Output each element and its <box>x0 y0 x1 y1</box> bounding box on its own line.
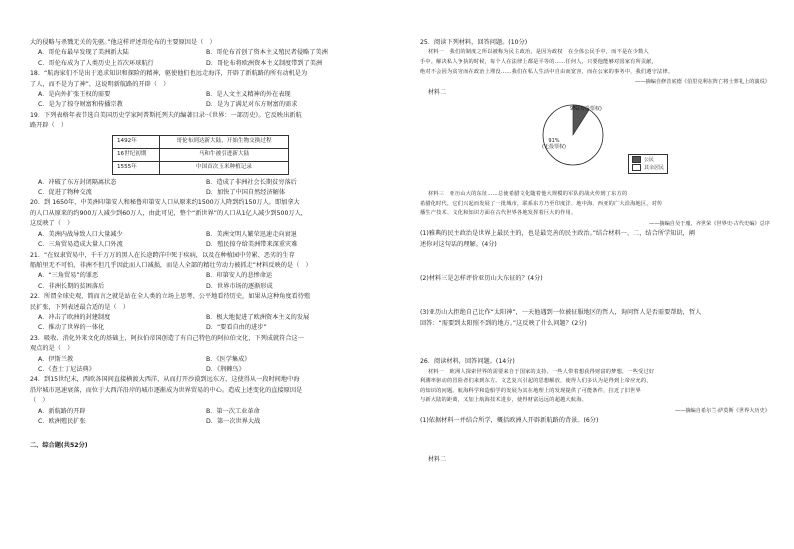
pie-label-big <box>542 138 566 150</box>
option-c[interactable]: C．欧洲殖民扩张 <box>38 418 86 425</box>
question-stem: 船舶里无不可怕，非洲不但几乎因此而人口减损，而是人全部的精壮劳动力被抓走”材料反映的是（ ） <box>30 261 312 269</box>
material-text: 材料一 我们的制度之所以被称为民主政治，是因为政权 在全体公民手中，而不是在少数人 <box>428 49 649 56</box>
table-cell: 16世纪初期 <box>113 148 160 161</box>
material-text: 手中。解决私人争执的时候，每个人在法律上都是平等的……任何人，只要他能够对国家有所贡献， <box>420 59 658 65</box>
options-row <box>30 230 395 240</box>
material-text: 播生产技术、文化和知识方面在古代世界各地发挥着巨大的作用。 <box>420 210 577 217</box>
section-title: 二、综合题(共52分) <box>30 442 88 450</box>
option-b[interactable]: B．《医学集成》 <box>206 355 251 363</box>
material-source: ——摘编自吴于廑、齐世荣《世界史·古代史编》总序 <box>649 220 770 227</box>
option-d[interactable]: D．殖民掠夺给美洲带来深重灾难 <box>206 241 298 249</box>
question-stem: 观点的是（ ） <box>30 345 74 353</box>
options-row <box>30 282 395 292</box>
option-b[interactable]: B．美洲文明人繁荣迅速走向衰退 <box>206 230 297 238</box>
option-c[interactable]: C．推动了世界的一体化 <box>38 324 105 332</box>
question-stem: （ ） <box>30 397 49 405</box>
material-text: 材料一 欧洲人探索世界的需要来自于国家的支持，一些人带着想获得财富的梦想，一些受过好 <box>428 368 655 375</box>
question-stem: 的人口从原来的约900万人减少到60万人，由此可见，整个“新世界”的人口从1亿人减少到500万人， <box>30 209 307 217</box>
question-stem: 22．所谓全球史观，简而言之就是站在全人类的立场上思考、公平地看待历史，如果从这种角度看待殖 <box>30 293 311 301</box>
option-b[interactable]: B．造成了非洲社会长期贫穷落后 <box>206 178 297 186</box>
table-cell: 中国首次玉米种植记录 <box>160 161 289 174</box>
table-row <box>113 148 289 161</box>
material-text: 利潤率驱动的冒险者们来到东方。文艺复兴引起的思想解放，使得人们多认为是得到上帝应允的， <box>420 378 652 385</box>
options-row <box>30 100 395 110</box>
option-c[interactable]: C．促进了物种交流 <box>38 189 92 197</box>
pie-chart <box>420 98 780 190</box>
exam-page <box>30 38 775 533</box>
options-row <box>30 313 395 323</box>
material-text: 材料三 亚历山大的东征……总使希腊文化随着他大规模的军队的战火传到了东方的 <box>428 191 628 197</box>
option-a[interactable]: A．冲击了欧洲的封建制度 <box>38 313 111 321</box>
option-c[interactable]: C．三角贸易造成大量人口外流 <box>38 241 123 249</box>
table-cell: 1555年 <box>113 161 160 174</box>
options-row <box>30 271 395 281</box>
question-stem: 20．到 1650年，中美洲印第安人和秘鲁印第安人口从原来约1500万人降到约150万人。即加拿大 <box>30 199 300 207</box>
material-source: ——摘编自修昔底德《伯里克利在阵亡将士葬礼上的演说》 <box>635 79 770 86</box>
option-d[interactable]: D．“要看自由的进步” <box>206 324 267 332</box>
q16-tail: 大的侵略与杀戮无关的先驱。”他这样评述哥伦布的主要原因是（ ） <box>30 39 216 46</box>
sub-question: (1)雅典的民主政治是世界上最民主的，也是最完善的民主政治。”结合材料一、二，结合所学知识，阐 <box>420 230 695 238</box>
option-a[interactable]: A．冲破了东方封闭隔离状态 <box>38 178 117 186</box>
sub-question: (3)亚历山大拒绝自己比作“太阳神”，一天他遇到一位被征服地区的哲人，询问哲人是否需要帮助，哲人 <box>420 309 702 317</box>
option-b[interactable]: B．是人文主义精神的外在表现 <box>206 91 291 99</box>
question-title: 26．阅读材料，回答问题。(14分) <box>420 358 515 366</box>
option-a[interactable]: A．“三角贸易”的罪恶 <box>38 272 99 280</box>
sub-question: 回答：“需要到太阳照不到的地方。”这反映了什么问题？(2分) <box>420 319 587 327</box>
option-a[interactable]: A．哥伦布最早发现了美洲新大陆 <box>38 49 129 57</box>
option-b[interactable]: B．哥伦布首创了资本主义殖民者侵略了美洲 <box>206 49 328 57</box>
option-a[interactable]: A．新航路的开辟 <box>38 407 86 415</box>
option-c[interactable]: C．是为了掠夺财富和传播宗教 <box>38 101 123 109</box>
legend-label: 其余居民 <box>644 165 665 171</box>
question-stem: 沿岸城市迅速衰落，而位于大西洋沿岸的城市逐渐成为世界贸易的中心。造成上述变化的直接原因是 <box>30 386 303 394</box>
timeline-table <box>112 135 289 175</box>
option-a[interactable]: A．是向外扩张王权的需要 <box>38 91 111 99</box>
option-c[interactable]: C．《查士丁尼法典》 <box>38 365 95 373</box>
option-b[interactable]: B．印第安人的悲惨命运 <box>206 272 273 280</box>
legend-label: 公民 <box>644 157 655 163</box>
table-row <box>113 135 289 148</box>
table-cell: 1492年 <box>113 135 160 148</box>
question-stem: 21．“在奴隶贸易中，千千万万的黑人在长途跨洋中死于疾病，以及在种植园中劳累、恶劣的生存 <box>30 251 295 259</box>
table-row <box>113 161 289 174</box>
question-stem: 23．吸收、消化外来文化的基础上，阿拉伯帝国创造了有自己特色的阿拉伯文化，下列成就符合这一 <box>30 334 304 342</box>
pie-label-small <box>570 106 602 112</box>
q17-options-row <box>30 59 395 69</box>
legend-swatch <box>632 156 641 163</box>
options-row <box>30 365 395 375</box>
options-row <box>30 188 395 198</box>
options-row <box>30 240 395 250</box>
option-d[interactable]: D．第一次世界大战 <box>206 418 261 425</box>
question-stem: 24．到15世纪末，西欧各国间直接横渡大西洋，从而打开沙漠到远东方，这使得从一段时间地中海 <box>30 376 300 384</box>
option-b[interactable]: B．极大地促进了欧洲资本主义的发展 <box>206 313 310 321</box>
pie-note-small: (有投票权) <box>577 106 602 112</box>
legend-swatch <box>632 164 641 171</box>
material-text: 希腊化时代，它们兴起而发展了一批城市，联系东方乃至印度洋、地中海、西亚的广大沿海地区，对传 <box>420 200 663 207</box>
pie-pct-big: 91% <box>548 138 560 144</box>
pie-note-big: (无投票权) <box>542 144 566 150</box>
options-row <box>30 355 395 365</box>
options-row <box>30 323 395 333</box>
option-a[interactable]: A．伊斯兰教 <box>38 355 74 363</box>
option-a[interactable]: A．美洲内战导致人口大量减少 <box>38 230 123 238</box>
question-title: 25．阅读下列材料，回答问题。(10分) <box>420 39 528 46</box>
material-text: 绝对不会因为贫穷而在政治上埋没……我们在私人生活中自由而宽容，而在公家的事务中，我们遵守法律。 <box>420 68 674 75</box>
question-stem: 路开辟（ ） <box>30 122 68 130</box>
right-column <box>420 38 780 465</box>
material-label: 材料二 <box>428 455 447 463</box>
option-c[interactable]: C．非洲长期的贫困落后 <box>38 282 105 290</box>
option-d[interactable]: D．加快了中国自然经济解体 <box>206 189 286 197</box>
sub-question: (2)材料三是怎样评价亚历山大东征的？(4分) <box>420 275 543 282</box>
legend-item <box>632 164 664 172</box>
option-c[interactable]: C．哥伦布成为了人类历史上首次环球航行 <box>38 59 154 67</box>
options-row <box>30 90 395 100</box>
material-label: 材料二 <box>428 88 447 96</box>
q17-options-row <box>30 48 395 58</box>
table-cell: 哥伦布到达新大陆，开始生物交换过程 <box>160 135 289 148</box>
option-d[interactable]: D．哥伦布将欧洲资本主义制度带到了美洲 <box>206 59 323 67</box>
option-d[interactable]: D．是为了满足对东方财富的需求 <box>206 101 298 109</box>
question-stem: 18．“航海家们不是出于追求知识和探险的精神，驱使他们也远走海洋，开辟了新航路的所有动机是为 <box>30 70 308 78</box>
sub-question: 述你对这句话的理解。(4分) <box>420 240 497 248</box>
option-d[interactable]: D．世界市场的逐渐形成 <box>206 282 273 290</box>
question-stem: 这反映了（ ） <box>30 220 74 228</box>
table-cell: 马和牛被引进新大陆 <box>160 148 289 161</box>
material-source: ——摘编自希尔兰·萨莫斯《世界大历史》 <box>674 408 770 414</box>
question-stem: 19．下列表格年表节选自美国历史学家阿普斯托列夫的编著目录··《世界：一部历史》。它反映出新航 <box>30 111 302 119</box>
sub-question: (1)依据材料一并结合所学，概括欧洲人开辟新航路的背景。(6分) <box>420 417 599 425</box>
question-stem: 了人，而不是为了神”，这说明新航路的开辟（ ） <box>30 80 170 88</box>
option-d[interactable]: D．《荆棘鸟》 <box>206 365 245 373</box>
material-text: 与新大陆的距离，又加上航海技术进步，使得财富远远的超越大航海。 <box>420 397 588 404</box>
question-stem: 民扩张，下列表述最合适的是（ ） <box>30 303 129 311</box>
options-row <box>30 407 395 417</box>
pie-pct-small: 9% <box>570 106 578 112</box>
legend-item <box>632 156 664 164</box>
material-text: 的知识的问题。航海科学和造船学的发展为其在地理上的发现提供了可能条件，拉近了旧世界 <box>420 387 641 394</box>
left-column <box>30 38 395 452</box>
options-row <box>30 178 395 188</box>
pie-legend <box>628 154 668 174</box>
options-row <box>30 417 395 427</box>
option-b[interactable]: B．第一次工业革命 <box>206 407 260 415</box>
